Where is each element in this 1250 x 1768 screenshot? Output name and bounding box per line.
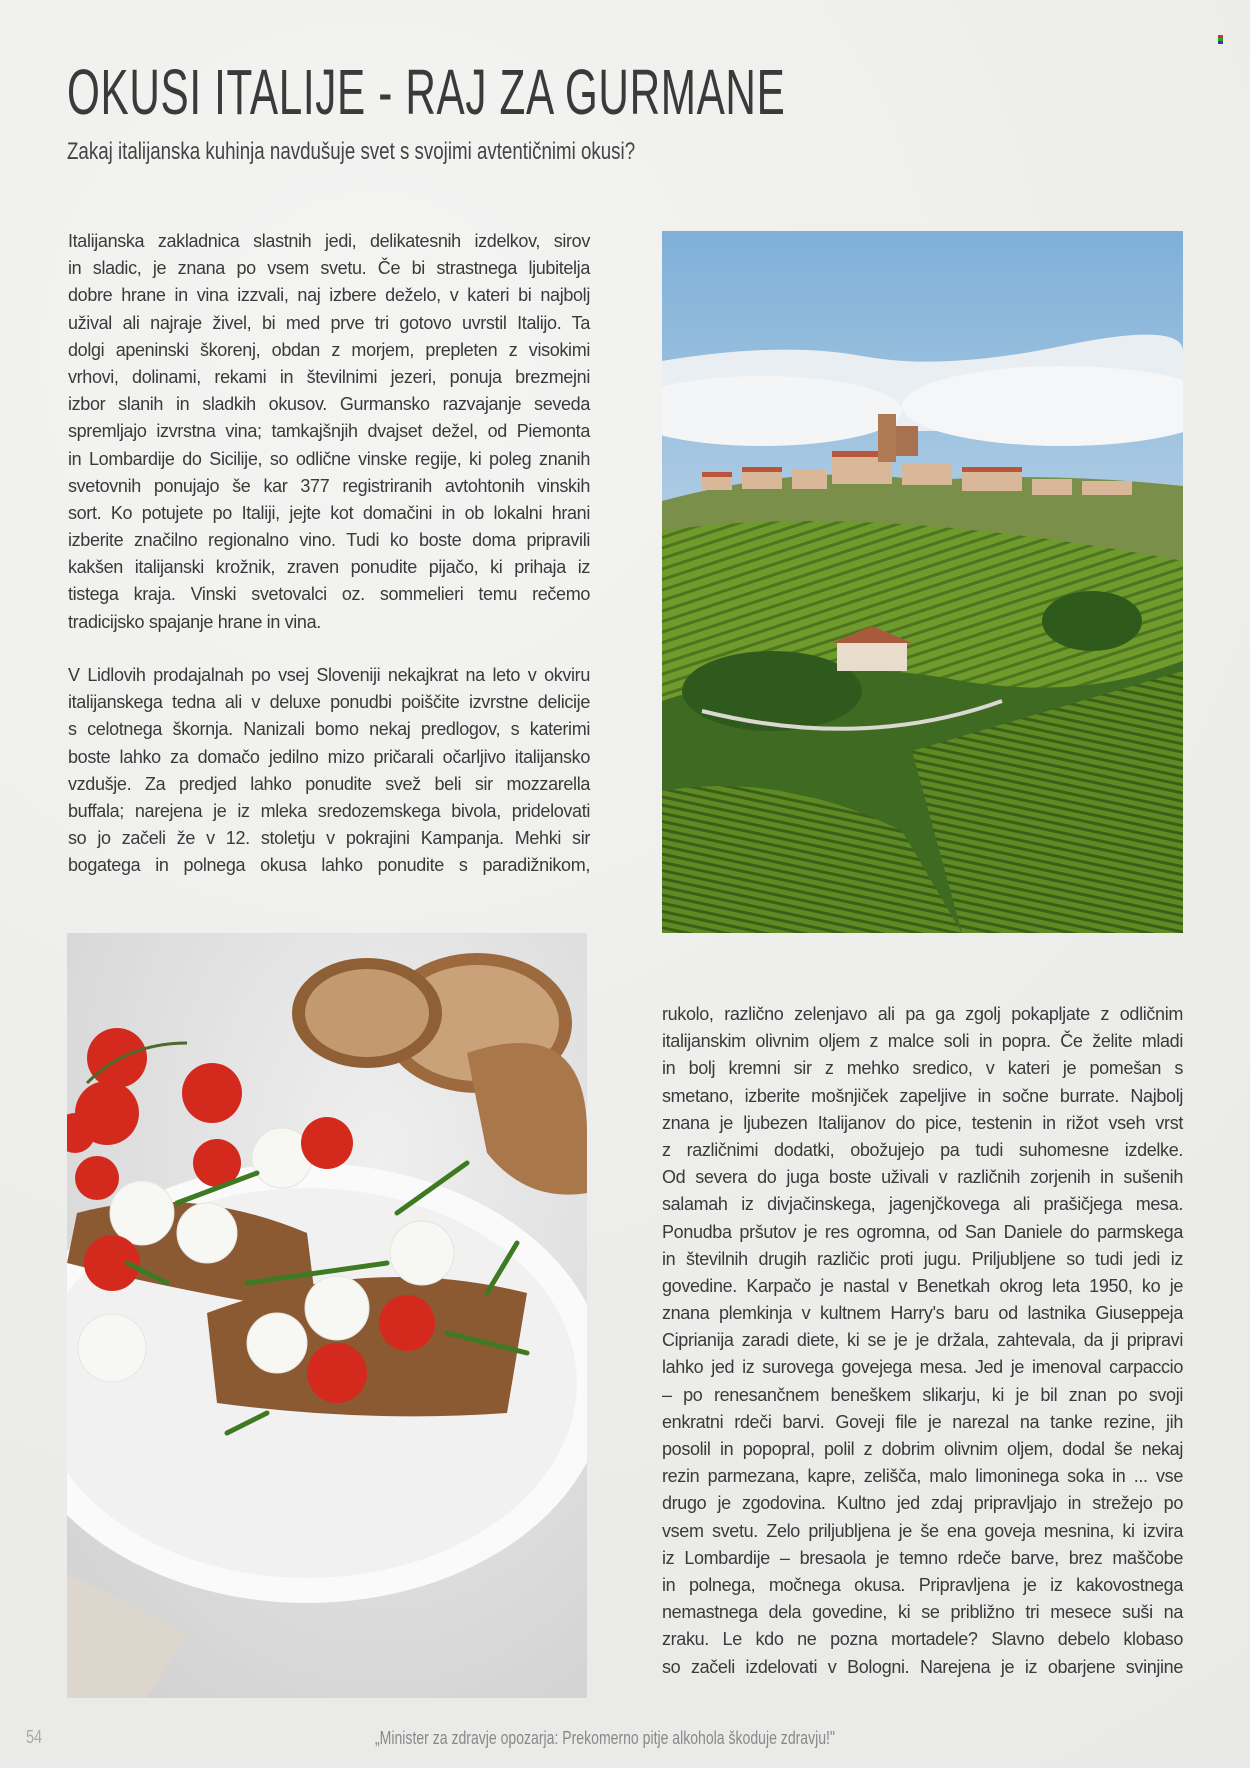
- text-line: salamah iz divjačinskega, jagenjčkovega ali prašičjega mesa.: [662, 1194, 1183, 1215]
- text-line: užival ali najraje živel, bi med prve tri gotovo uvrstil Italijo. Ta: [68, 312, 590, 333]
- text-line: tistega kraja. Vinski svetovalci oz. sommelieri temu rečemo: [68, 584, 590, 605]
- text-line: V Lidlovih prodajalnah po vsej Sloveniji nekajkrat na leto v okviru: [68, 665, 590, 685]
- text-line: znana plemkinja v kultnem Harry's baru od lastnika Giuseppeja: [662, 1303, 1183, 1324]
- health-warning: „Minister za zdravje opozarja: Prekomerno pitje alkohola škoduje zdravju!": [375, 1728, 835, 1748]
- text-line: posolil in popopral, polil z dobrim olivnim oljem, dodal še nekaj: [662, 1439, 1183, 1459]
- text-line: boste lahko za domačo jedilno mizo pričarali očarljivo italijansko: [68, 746, 590, 767]
- text-line: so začeli izdelovati v Bologni. Narejena je iz obarjene svinjine: [662, 1656, 1183, 1677]
- page-title: OKUSI ITALIJE - RAJ ZA GURMANE: [67, 56, 786, 128]
- text-line: sort. Ko potujete po Italiji, jejte kot domačini in ob lokalni hrani: [68, 502, 590, 523]
- color-registration-mark: [1218, 35, 1223, 44]
- text-line: tradicijsko spajanje hrane in vina.: [68, 611, 321, 632]
- mozzarella-tomato-bruschetta-photo: [67, 933, 587, 1698]
- text-line: zraku. Le kdo ne pozna mortadele? Slavno debelo klobaso: [662, 1629, 1183, 1650]
- text-line: rezin parmezana, kapre, zelišča, malo limoninega soka in ... vse: [662, 1466, 1183, 1487]
- italian-vineyard-village-photo: [662, 231, 1183, 933]
- text-line: svetovnih ponujajo še kar 377 registriranih avtohtonih vinskih: [68, 475, 590, 496]
- text-line: bogatega in polnega okusa lahko ponudite s paradižnikom,: [68, 855, 590, 876]
- intro-paragraph: [68, 228, 590, 636]
- text-line: kakšen italijanski krožnik, zraven ponudite pijačo, ki prihaja iz: [68, 557, 590, 578]
- continued-paragraph: [662, 1001, 1183, 1681]
- text-line: izberite značilno regionalno vino. Tudi ko boste doma pripravili: [68, 530, 590, 551]
- text-line: Od severa do juga boste uživali v različnih zorjenih in sušenih: [662, 1167, 1183, 1188]
- text-line: – po renesančnem beneškem slikarju, ki je bil znan po svoji: [662, 1384, 1183, 1405]
- text-line: vrhovi, dolinami, rekami in številnimi jezeri, ponuja brezmejni: [68, 366, 590, 387]
- text-line: spremljajo izvrstna vina; tamkajšnjih dvajset dežel, od Piemonta: [68, 421, 590, 442]
- text-line: nemastnega dela govedine, ki se približno tri mesece suši na: [662, 1602, 1183, 1623]
- text-line: iz Lombardije – bresaola je temno rdeče barve, brez maščobe: [662, 1547, 1183, 1568]
- text-line: buffala; narejena je iz mleka sredozemskega bivola, pridelovati: [68, 800, 590, 821]
- text-line: z različnimi dodatki, obožujejo pa tudi suhomesne izdelke.: [662, 1139, 1183, 1160]
- text-line: Italijanska zakladnica slastnih jedi, delikatesnih izdelkov, sirov: [68, 231, 590, 251]
- text-line: govedine. Karpačo je nastal v Benetkah okrog leta 1950, ko je: [662, 1275, 1183, 1296]
- text-line: izbor slanih in sladkih okusov. Gurmansko razvajanje seveda: [68, 394, 590, 415]
- text-line: in številnih drugih različic proti jugu. Priljubljene so tudi jedi iz: [662, 1248, 1183, 1269]
- text-line: drugo je zgodovina. Kultno jed zdaj pripravljajo in strežejo po: [662, 1493, 1183, 1514]
- text-line: in polnega, močnega okusa. Pripravljena je iz kakovostnega: [662, 1574, 1183, 1595]
- text-line: so jo začeli že v 12. stoletju v pokrajini Kampanja. Mehki sir: [68, 828, 590, 849]
- text-line: Ponudba pršutov je res ogromna, od San Daniele do parmskega: [662, 1221, 1183, 1242]
- text-line: italijanskega tedna ali v deluxe ponudbi poiščite izvrstne delicije: [68, 692, 590, 713]
- text-line: znana je ljubezen Italijanov do pice, testenin in rižot vseh vrst: [662, 1112, 1183, 1133]
- text-line: in sladic, je znana po vsem svetu. Če bi strastnega ljubitelja: [68, 258, 590, 279]
- page-number: 54: [26, 1727, 43, 1747]
- lidl-paragraph: [68, 662, 590, 880]
- text-line: vsem svetu. Zelo priljubljena je še ena goveja mesnina, ki izvira: [662, 1520, 1183, 1541]
- text-line: in bolj kremni sir z mehko sredico, v kateri je pomešan s: [662, 1058, 1183, 1079]
- text-line: in Lombardije do Sicilije, so odlične vinske regije, ki poleg znanih: [68, 448, 590, 469]
- text-line: dobre hrane in vina izzvali, naj izbere deželo, v kateri bi najbolj: [68, 285, 590, 306]
- text-line: vzdušje. Za predjed lahko ponudite svež beli sir mozzarella: [68, 773, 590, 794]
- text-line: smetano, izberite mošnjiček zapeljive in sočne burrate. Najbolj: [662, 1085, 1183, 1106]
- text-line: Ciprianija zaradi diete, ki se je je držala, zahtevala, da ji pripravi: [662, 1330, 1183, 1351]
- text-line: enkratni rdeči barvi. Goveji file je narezal na tanke rezine, jih: [662, 1411, 1183, 1432]
- text-line: dolgi apeninski škorenj, obdan z morjem, prepleten z visokimi: [68, 339, 590, 360]
- text-line: italijanskim olivnim oljem z malce soli in popra. Če želite mladi: [662, 1031, 1183, 1052]
- text-line: rukolo, različno zelenjavo ali pa ga zgolj pokapljate z odličnim: [662, 1004, 1183, 1024]
- page-subtitle: Zakaj italijanska kuhinja navdušuje svet s svojimi avtentičnimi okusi?: [67, 138, 636, 165]
- text-line: s celotnega škornja. Nanizali bomo nekaj predlogov, s katerimi: [68, 719, 590, 740]
- text-line: lahko jed iz surovega govejega mesa. Jed je imenoval carpaccio: [662, 1357, 1183, 1378]
